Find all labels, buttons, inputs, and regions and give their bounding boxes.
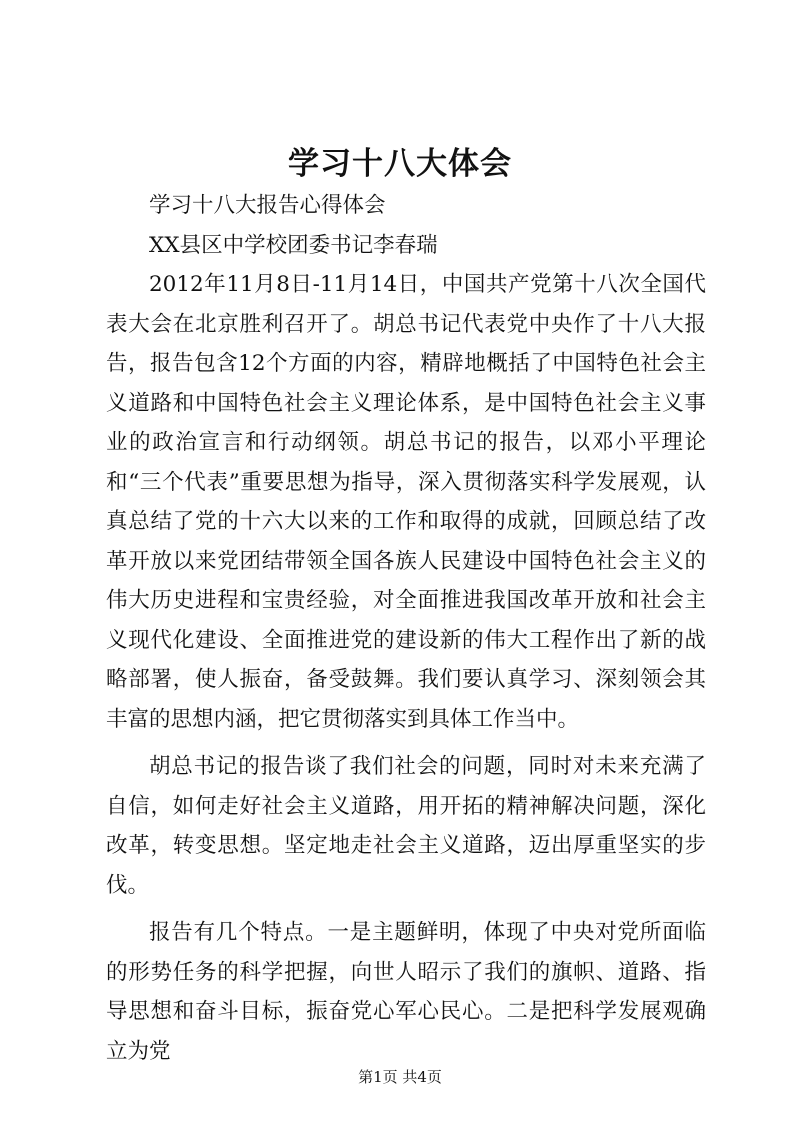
body-paragraph: 2012年11月8日-11月14日，中国共产党第十八次全国代表大会在北京胜利召开了。胡总书记代表党中央作了十八大报告，报告包含12个方面的内容，精辟地概括了中国特色社会主义道路和中国特色社会主义理论体系，是中国特色社会主义事业的政治宣言和行动纲领。胡总书记的报告，以邓小平理论和“三个代表”重要思想为指导，深入贯彻落实科学发展观，认真总结了党的十六大以来的工作和取得的成就，回顾总结了改革开放以来党团结带领全国各族人民建设中国特色社会主义的伟大历史进程和宝贵经验，对全面推进我国改革开放和社会主义现代化建设、全面推进党的建设新的伟大工程作出了新的战略部署，使人振奋，备受鼓舞。我们要认真学习、深刻领会其丰富的思想内涵，把它贯彻落实到具体工作当中。 <box>106 272 706 732</box>
body-paragraph: 胡总书记的报告谈了我们社会的问题，同时对未来充满了自信，如何走好社会主义道路，用开拓的精神解决问题，深化改革，转变思想。坚定地走社会主义道路，迈出厚重坚实的步伐。 <box>106 754 706 898</box>
document-body <box>106 186 706 1071</box>
subtitle-line: 学习十八大报告心得体会 <box>149 193 386 218</box>
body-paragraph: 报告有几个特点。一是主题鲜明，体现了中央对党所面临的形势任务的科学把握，向世人昭示了我们的旗帜、道路、指导思想和奋斗目标，振奋党心军心民心。二是把科学发展观确立为党 <box>106 920 706 1064</box>
page-number-footer: 第1页 共4页 <box>358 1068 442 1086</box>
author-line: XX县区中学校团委书记李春瑞 <box>149 232 438 258</box>
page-title: 学习十八大体会 <box>288 146 512 182</box>
